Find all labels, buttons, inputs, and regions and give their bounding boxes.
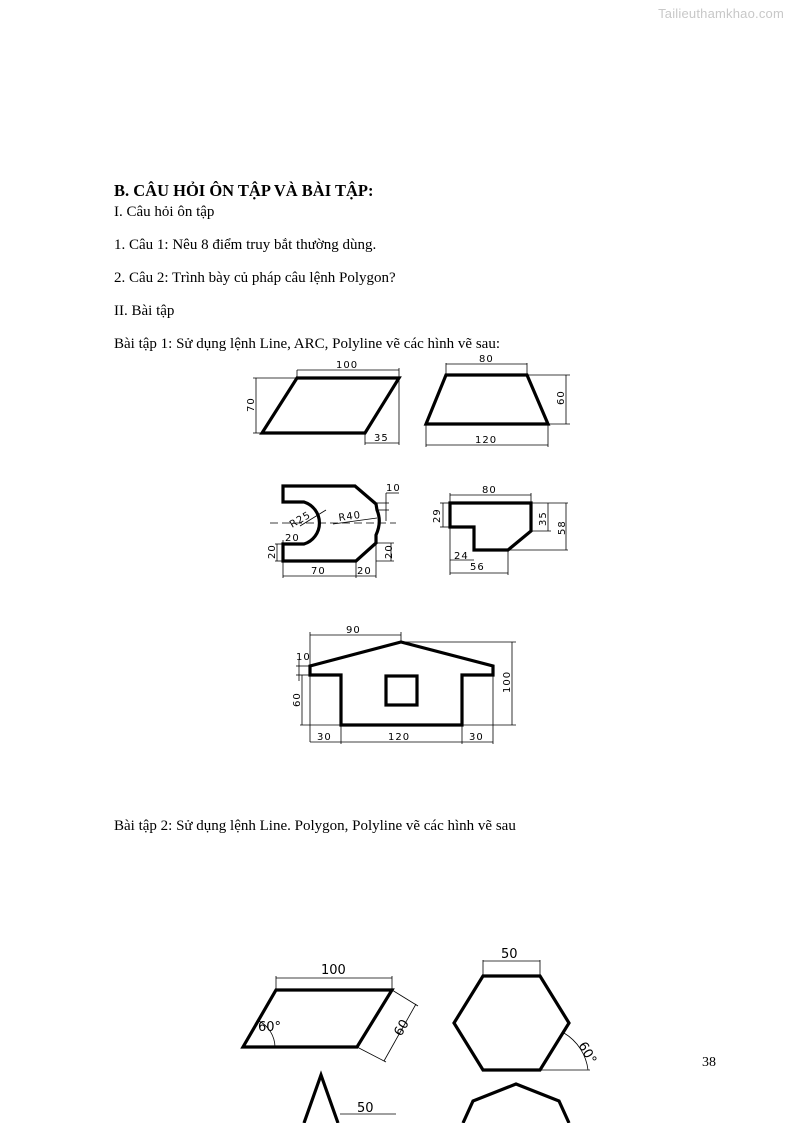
dim-top: 100 (336, 360, 359, 371)
svg-text:24: 24 (454, 551, 469, 562)
drawing-house (292, 625, 516, 744)
svg-text:90: 90 (346, 625, 361, 636)
svg-text:20: 20 (285, 533, 300, 544)
drawing-trapezoid (426, 354, 570, 447)
exercise-2-title: Bài tập 2: Sử dụng lệnh Line. Polygon, Polyline vẽ các hình vẽ sau (114, 818, 516, 834)
svg-text:80: 80 (482, 485, 497, 496)
part2-title: II. Bài tập (114, 303, 175, 319)
drawing-triangle (304, 1075, 396, 1123)
svg-text:30: 30 (317, 732, 332, 743)
svg-text:60: 60 (292, 692, 303, 707)
section-heading: B. CÂU HỎI ÔN TẬP VÀ BÀI TẬP: (114, 181, 374, 200)
svg-text:100: 100 (321, 963, 346, 978)
svg-text:58: 58 (557, 520, 568, 535)
svg-text:60: 60 (391, 1017, 413, 1039)
svg-text:56: 56 (470, 562, 485, 573)
drawing-u-shape (267, 483, 401, 578)
svg-text:29: 29 (432, 508, 443, 523)
svg-text:20: 20 (357, 566, 372, 577)
svg-text:R40: R40 (337, 509, 362, 524)
svg-text:70: 70 (246, 397, 257, 412)
svg-text:R25: R25 (288, 509, 314, 531)
drawing-heptagon (463, 1084, 569, 1123)
svg-text:50: 50 (501, 947, 518, 962)
drawing-parallelogram-1 (246, 360, 399, 445)
svg-text:70: 70 (311, 566, 326, 577)
watermark: Tailieuthamkhao.com (658, 6, 784, 21)
svg-text:30: 30 (469, 732, 484, 743)
question-1: 1. Câu 1: Nêu 8 điểm truy bắt thường dùng. (114, 237, 377, 253)
drawing-hexagon (454, 947, 599, 1070)
svg-text:100: 100 (502, 670, 513, 693)
svg-text:10: 10 (296, 652, 311, 663)
svg-text:120: 120 (388, 732, 411, 743)
part1-title: I. Câu hỏi ôn tập (114, 204, 215, 220)
drawing-parallelogram-2 (243, 963, 418, 1062)
svg-text:50: 50 (357, 1101, 374, 1116)
svg-text:120: 120 (475, 435, 498, 446)
svg-text:35: 35 (538, 511, 549, 526)
svg-text:60°: 60° (258, 1020, 282, 1035)
svg-text:35: 35 (374, 433, 389, 444)
svg-text:60: 60 (556, 390, 567, 405)
svg-text:80: 80 (479, 354, 494, 365)
svg-text:10: 10 (386, 483, 401, 494)
svg-text:60°: 60° (574, 1039, 600, 1067)
drawing-step-shape (432, 485, 568, 575)
page-number: 38 (702, 1055, 716, 1070)
svg-text:20: 20 (384, 544, 395, 559)
question-2: 2. Câu 2: Trình bày củ pháp câu lệnh Polygon? (114, 270, 396, 286)
exercise-1-title: Bài tập 1: Sử dụng lệnh Line, ARC, Polyline vẽ các hình vẽ sau: (114, 336, 500, 352)
svg-text:20: 20 (267, 544, 278, 559)
